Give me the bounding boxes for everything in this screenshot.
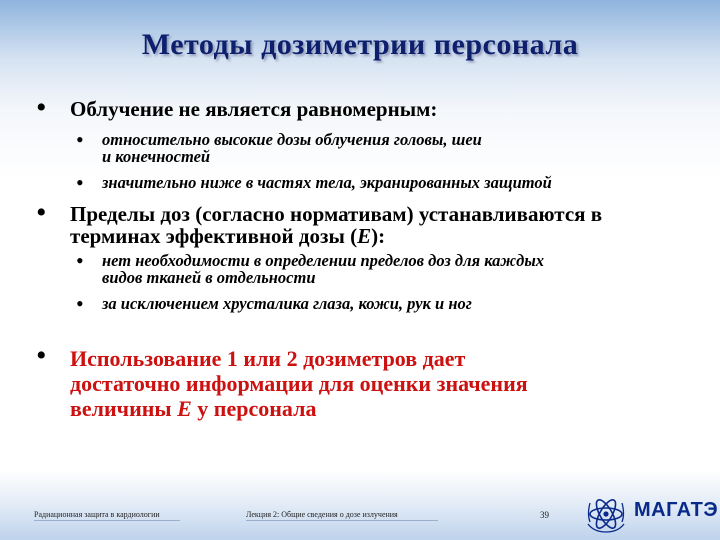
page-number: 39 <box>540 510 549 520</box>
bullet-1-marker: • <box>36 91 47 124</box>
bullet-3-line-3 <box>70 396 690 421</box>
bullet-2-sub-1-text <box>102 253 662 286</box>
bullet-2-line-1: Пределы доз (согласно нормативам) устанавливаются в <box>70 202 603 226</box>
bullet-3-text <box>70 346 690 421</box>
bullet-2-marker: • <box>36 196 47 229</box>
bullet-1-sub-2-marker: • <box>76 170 84 195</box>
bullet-3-marker: • <box>36 339 47 372</box>
bullet-3-line-2: достаточно информации для оценки значения <box>70 371 528 396</box>
footer-center-text: Лекция 2: Общие сведения о дозе излучения <box>246 510 398 519</box>
bullet-3-line-3-tail: у персонала <box>191 396 317 421</box>
bullet-2-line-2-tail: ): <box>371 224 386 248</box>
bullet-2-sub-1-line-2: видов тканей в отдельности <box>102 267 316 287</box>
footer-left-line <box>34 520 180 521</box>
bullet-1-sub-1-text <box>102 132 662 165</box>
iaea-atom-logo-icon <box>584 494 628 534</box>
bullet-2-line-2-text: терминах эффективной дозы ( <box>70 224 358 248</box>
bullet-1-sub-1-line-1: относительно высокие дозы облучения головы, шеи <box>102 130 482 149</box>
bullet-1-text: Облучение не является равномерным: <box>70 97 438 121</box>
bullet-2-sub-2-text: за исключением хрусталика глаза, кожи, рук и ног <box>102 294 472 313</box>
footer-center-line <box>246 520 438 521</box>
bullet-2-line-2 <box>70 225 690 247</box>
slide-title: Методы дозиметрии персонала <box>141 28 579 61</box>
bullet-3-variable: E <box>177 396 192 421</box>
bullet-2-sub-1-line-1: нет необходимости в определении пределов доз для каждых <box>102 251 545 270</box>
bullet-1-sub-1-marker: • <box>76 127 84 152</box>
bullet-1-sub-1-line-2: и конечностей <box>102 146 211 166</box>
bullet-3-line-1: Использование 1 или 2 дозиметров дает <box>70 346 466 371</box>
bullet-2-text <box>70 203 690 247</box>
footer-left-text: Радиационная защита в кардиологии <box>34 510 160 519</box>
bullet-2-variable: E <box>357 224 372 248</box>
bullet-2-sub-1-marker: • <box>76 248 84 273</box>
bullet-2-sub-2-marker: • <box>76 291 84 316</box>
bullet-3-line-3-text: величины <box>70 396 178 421</box>
bullet-1-sub-2-text: значительно ниже в частях тела, экранированных защитой <box>102 173 552 192</box>
org-name: МАГАТЭ <box>634 499 719 521</box>
